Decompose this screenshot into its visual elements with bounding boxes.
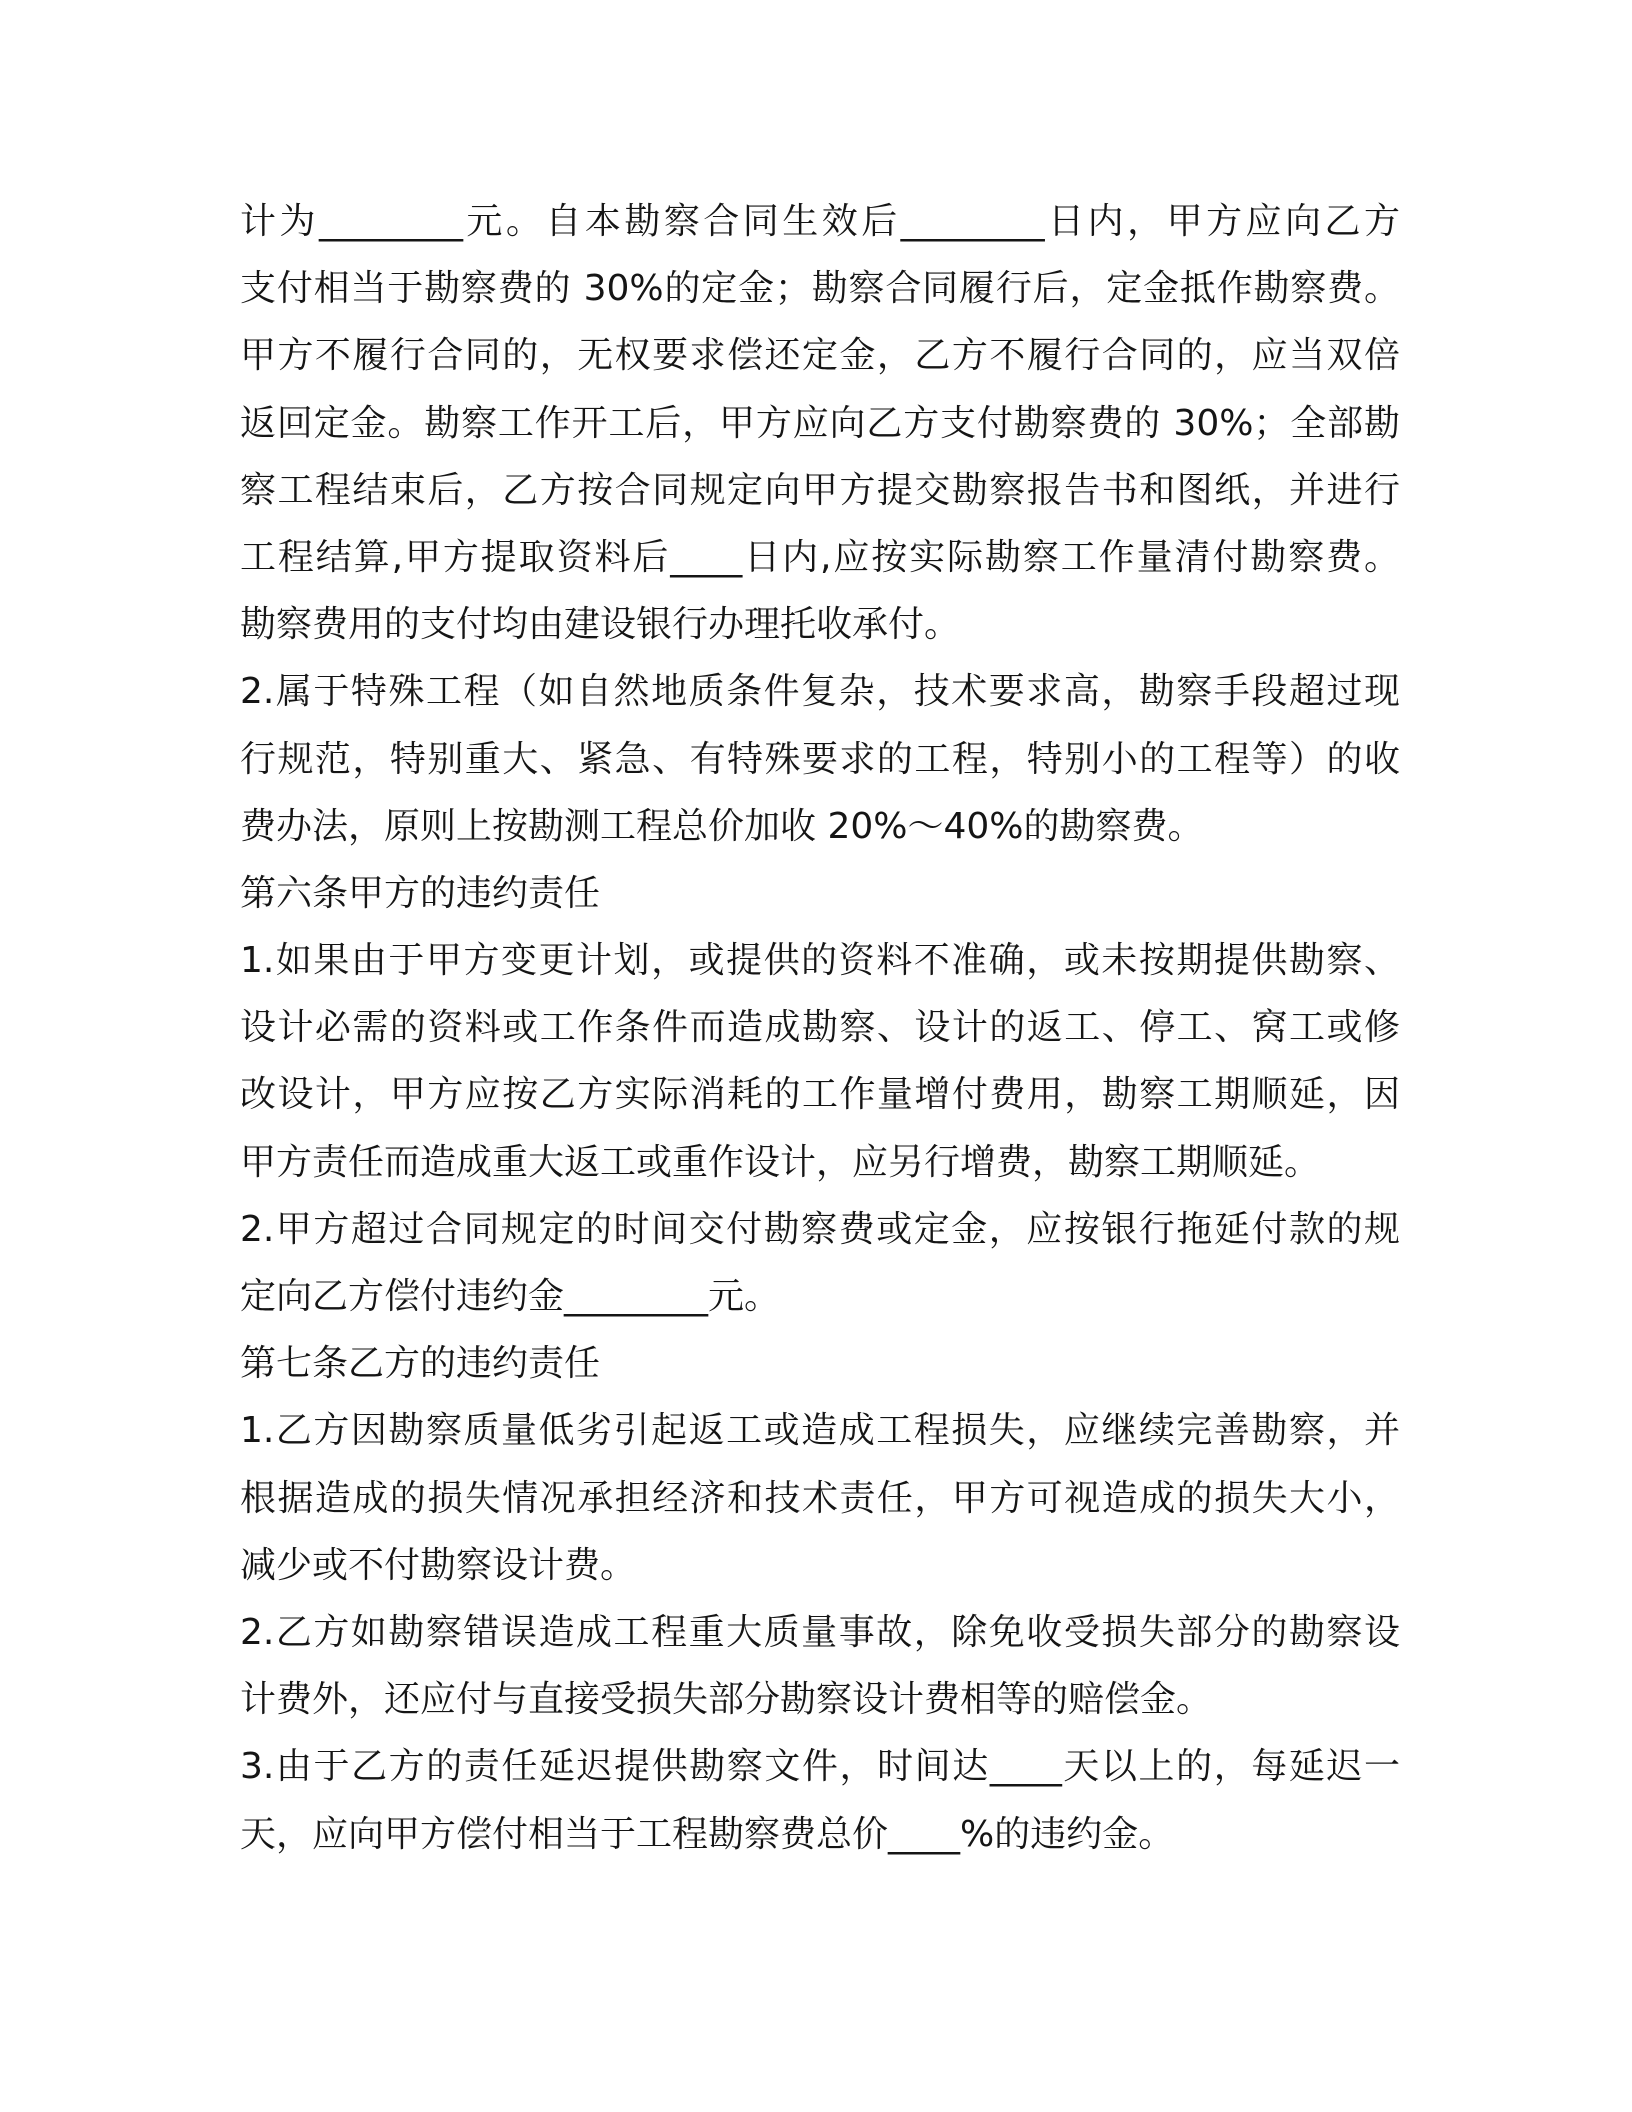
text-line: 支付相当于勘察费的 30%的定金；勘察合同履行后，定金抵作勘察费。	[240, 268, 1400, 310]
text-line: 3.由于乙方的责任延迟提供勘察文件，时间达____天以上的，每延迟一	[240, 1746, 1400, 1788]
text-line: 勘察费用的支付均由建设银行办理托收承付。	[240, 604, 961, 646]
text-line: 1.乙方因勘察质量低劣引起返工或造成工程损失，应继续完善勘察，并	[240, 1410, 1400, 1452]
text-line: 行规范，特别重大、紧急、有特殊要求的工程，特别小的工程等）的收	[240, 738, 1400, 780]
text-line: 设计必需的资料或工作条件而造成勘察、设计的返工、停工、窝工或修	[240, 1007, 1400, 1049]
text-line: 计为________元。自本勘察合同生效后________日内，甲方应向乙方	[240, 201, 1400, 242]
text-line: 1.如果由于甲方变更计划，或提供的资料不准确，或未按期提供勘察、	[240, 940, 1400, 982]
text-line: 费办法，原则上按勘测工程总价加收 20%～40%的勘察费。	[240, 805, 1204, 847]
text-line: 改设计，甲方应按乙方实际消耗的工作量增付费用，勘察工期顺延，因	[240, 1074, 1400, 1116]
text-line: 2.属于特殊工程（如自然地质条件复杂，技术要求高，勘察手段超过现	[240, 671, 1400, 713]
text-line: 甲方不履行合同的，无权要求偿还定金，乙方不履行合同的，应当双倍	[240, 335, 1400, 377]
text-line: 根据造成的损失情况承担经济和技术责任，甲方可视造成的损失大小，	[240, 1477, 1400, 1519]
text-line: 返回定金。勘察工作开工后，甲方应向乙方支付勘察费的 30%；全部勘	[240, 402, 1400, 444]
text-line: 计费外，还应付与直接受损失部分勘察设计费相等的赔偿金。	[240, 1679, 1213, 1721]
section-heading-article-7: 第七条乙方的违约责任	[240, 1343, 601, 1385]
text-line: 2.乙方如勘察错误造成工程重大质量事故，除免收受损失部分的勘察设	[240, 1611, 1400, 1653]
text-line: 减少或不付勘察设计费。	[240, 1544, 637, 1586]
section-heading-article-6: 第六条甲方的违约责任	[240, 872, 601, 914]
text-line: 工程结算,甲方提取资料后____日内,应按实际勘察工作量清付勘察费。	[240, 536, 1400, 578]
document-body	[240, 188, 1400, 1868]
text-line: 察工程结束后，乙方按合同规定向甲方提交勘察报告书和图纸，并进行	[240, 469, 1400, 511]
text-line: 2.甲方超过合同规定的时间交付勘察费或定金，应按银行拖延付款的规	[240, 1208, 1400, 1250]
text-line: 定向乙方偿付违约金________元。	[240, 1276, 781, 1317]
text-line: 天，应向甲方偿付相当于工程勘察费总价____%的违约金。	[240, 1813, 1175, 1855]
text-line: 甲方责任而造成重大返工或重作设计，应另行增费，勘察工期顺延。	[240, 1141, 1321, 1183]
